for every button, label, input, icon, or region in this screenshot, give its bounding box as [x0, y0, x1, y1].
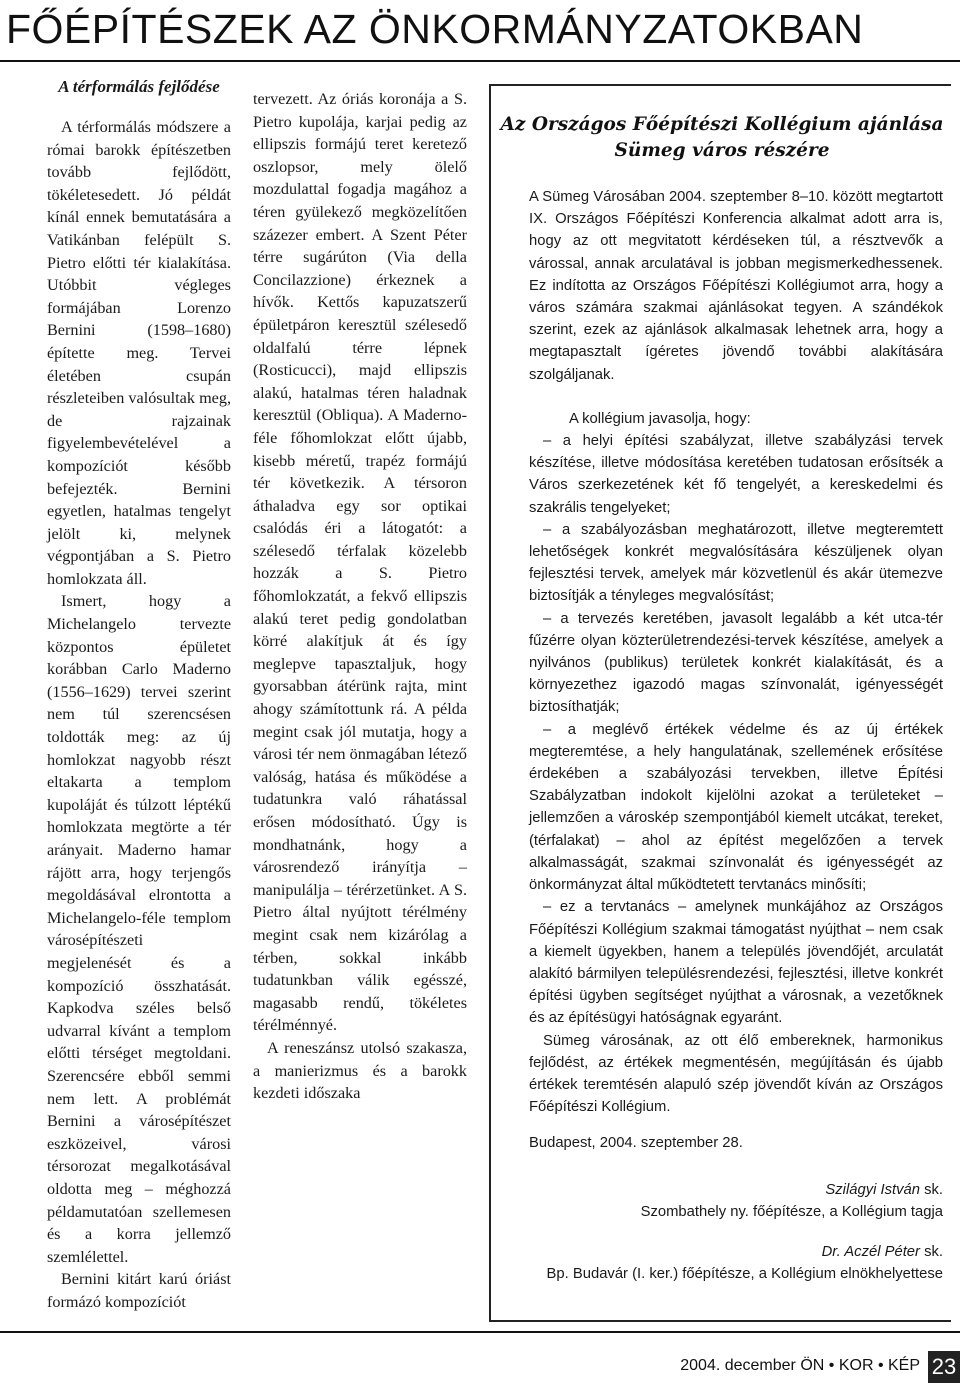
article-paragraph: tervezett. Az óriás koronája a S. Pietro kupolája, karjai pedig az ellipszis formájú teret keretező oszlopsor, mely ölelő mozdulattal fogadja magához a téren gyülekező megközelítően százezer embert. A Szent Péter térre sugárúton (Via della Concilazzione) érkeznek a hívők. Kettős kapuzatszerű épületpáron keresztül szélesedő oldalfalú térre lépnek (Rosticucci), majd ellipszis alakú, hatalmas téren haladnak keresztül (Obliqua). A Maderno-féle főhomlokzat előtt újabb, kisebb méretű, trapéz formájú tér következik. A térsoron áthaladva egy sor optikai csalódás éri a látogatót: a szélesedő térfalak közelebb hozzák a S. Pietro főhomlokzatát, a fekvő ellipszis alakú teret pedig gondolatban körré alakítjuk át és így meglepve tapasztaljuk, hogy gyorsabban átérünk rajta, mint ahogy számítottunk rá. A példa megint csak jól mutatja, hogy a városi tér nem önmagában létező valóság, hatása és működése a tudatunkra való ráhatással erősen módosítható. Úgy is mondhatnánk, hogy a városrendező irányítja – manipulálja – térérzetünket. A S. Pietro által nyújtott térélmény megint csak nem kizárólag a térben, sokkal inkább tudatunkban válik egésszé, magasabb rendű, tökéletes térélménnyé. — [253, 90, 467, 1035]
article-paragraph: A térformálás módszere a római barokk építészetben tovább fejlődött, tökéletesedett. Jó példát kínál ennek bemutatására a Vatikánban felépült S. Pietro előtti tér kialakítása. Utóbbit végleges formájában Lorenzo Bernini (1598–1680) építette meg. Tervei életében csupán részleteiben valósultak meg, de rajzainak figyelembevételével a kompozíciót később befejezték. Bernini egyetlen, hatalmas tengelyt jelölt ki, melynek végpontjában a S. Pietro homlokzata áll. — [47, 118, 231, 588]
page-title: FŐÉPÍTÉSZEK AZ ÖNKORMÁNYZATOKBAN — [6, 6, 864, 52]
signatory-suffix: sk. — [919, 1243, 943, 1260]
page-number: 23 — [928, 1351, 960, 1383]
signatory-name: Szilágyi István — [825, 1181, 920, 1198]
box-lead: A kollégium javasolja, hogy: — [569, 410, 751, 427]
recommendation-box — [489, 84, 951, 1322]
article-paragraph: Ismert, hogy a Michelangelo tervezte központos épületet korábban Carlo Maderno (1556–1629) tervei szerint nem túl szerencsésen toldották meg: az új homlokzat nagyobb részt eltakarta a templom kupoláját és túlzott léptékű homlokzata megtörte a tér arányait. Maderno hamar rájött arra, hogy terjengős megoldásával elrontotta a Michelangelo-féle templom városépítészeti megjelenését és a kompozíció összhatását. Kapkodva széles belső udvarral kívánt a templom előtti térséget megtoldani. Szerencsére ebből semmi nem lett. A problémát Bernini a városépítészet eszközeivel, városi térsorozat megalkotásával oldotta meg – méghozzá példamutatóan szellemesen és a korra jellemző szemlélettel. — [47, 592, 231, 1266]
spacer — [529, 386, 943, 408]
signatory-role: Bp. Budavár (I. ker.) főépítésze, a Kollégium elnökhelyettese — [546, 1266, 943, 1283]
article-paragraph: Bernini kitárt karú óriást formázó kompozíciót — [47, 1270, 231, 1311]
article-column-2 — [253, 88, 467, 1105]
recommendation-item: – a helyi építési szabályzat, illetve szabályzási tervek készítése, illetve módosítása keretében tudatosan erősítsék a Város szerkezetének két fő tengelyét, a kereskedelmi és szakrális tengelyeket; — [529, 433, 943, 516]
footer-issue: 2004. december ÖN • KOR • KÉP — [680, 1357, 920, 1374]
page-header — [0, 0, 960, 64]
box-date: Budapest, 2004. szeptember 28. — [529, 1135, 743, 1152]
box-intro: A Sümeg Városában 2004. szeptember 8–10. között megtartott IX. Országos Főépítészi Konferencia alkalmat adott arra is, hogy az ott megvitatott kérdéseken túl, a résztvevők a várossal, annak arculatával is jobban megismerkedhessenek. Ez indította az Országos Főépítészi Kollégiumot arra, hogy a város számára szakmai ajánlásokat tegyen. A szándékok szerint, ezek az ajánlások alkalmasak lehetnek arra, hogy a megtapasztalt ígéretes jövendő további alakítására szolgáljanak. — [529, 189, 943, 383]
box-closing: Sümeg városának, az ott élő embereknek, harmonikus fejlődést, az értékek megmentésén, megújításán és újabb értékek teremtésén alapuló szép jövendőt kíván az Országos Főépítészi Kollégium. — [529, 1032, 943, 1116]
box-title: Az Országos Főépítészi Kollégium ajánlása Sümeg város részére — [500, 114, 944, 161]
signature-block — [529, 1241, 943, 1285]
signatory-suffix: sk. — [919, 1181, 943, 1198]
recommendation-item: – a szabályozásban meghatározott, illetve megteremtett lehetőségek konkrét megvalósítására készüljenek olyan fejlesztési tervek, amelyek már közvetlenül és akár ütemezve biztosítják a tényleges megvalósítást; — [529, 521, 943, 605]
signatory-role: Szombathely ny. főépítésze, a Kollégium tagja — [640, 1203, 943, 1220]
recommendation-item: – a tervezés keretében, javasolt legalább a két utca-tér fűzérre olyan közterületrendezési-tervek készítése, amelyek a nyilvános (publikus) területek konkrét kialakítását, és a környezethez igazodó magas színvonalát, igényességét biztosíthatják; — [529, 610, 943, 716]
recommendation-item: – a meglévő értékek védelme és az új értékek megteremtése, a hely hangulatának, szellemének erősítése érdekében a szabályozási tervekben, illetve Építési Szabályzatban indokolt kijelölni azokat a területeket – jellemzően a városkép szempontjából kiemelt utcákat, tereket, (térfalakat) – ahol az építést megelőzően a tervek alkalmasságát, szakmai színvonalát és igényességét az önkormányzat által működtetett tervtanács minősíti; — [529, 721, 943, 894]
header-rule — [0, 60, 960, 62]
recommendation-item: – ez a tervtanács – amelynek munkájához az Országos Főépítészi Kollégium szakmai támogatást nyújthat – nem csak a kiemelt ügyekben, hanem a település jövendőjét, arculatát alakító bármilyen településrendezési, fejlesztési, illetve konkrét építési ügyben segítséget nyújthat a városnak, a vezetőknek és az építésügyi hatóságnak egyaránt. — [529, 899, 943, 1027]
article-paragraph: A reneszánsz utolsó szakasza, a manierizmus és a barokk kezdeti időszaka — [253, 1038, 467, 1103]
box-body — [529, 186, 943, 1285]
article-subtitle: A térformálás fejlődése — [58, 77, 220, 96]
article-column-1 — [47, 76, 231, 1313]
footer-rule — [0, 1331, 960, 1333]
signatory-name: Dr. Aczél Péter — [821, 1243, 920, 1260]
signature-block — [529, 1179, 943, 1223]
page-footer — [0, 1331, 960, 1387]
